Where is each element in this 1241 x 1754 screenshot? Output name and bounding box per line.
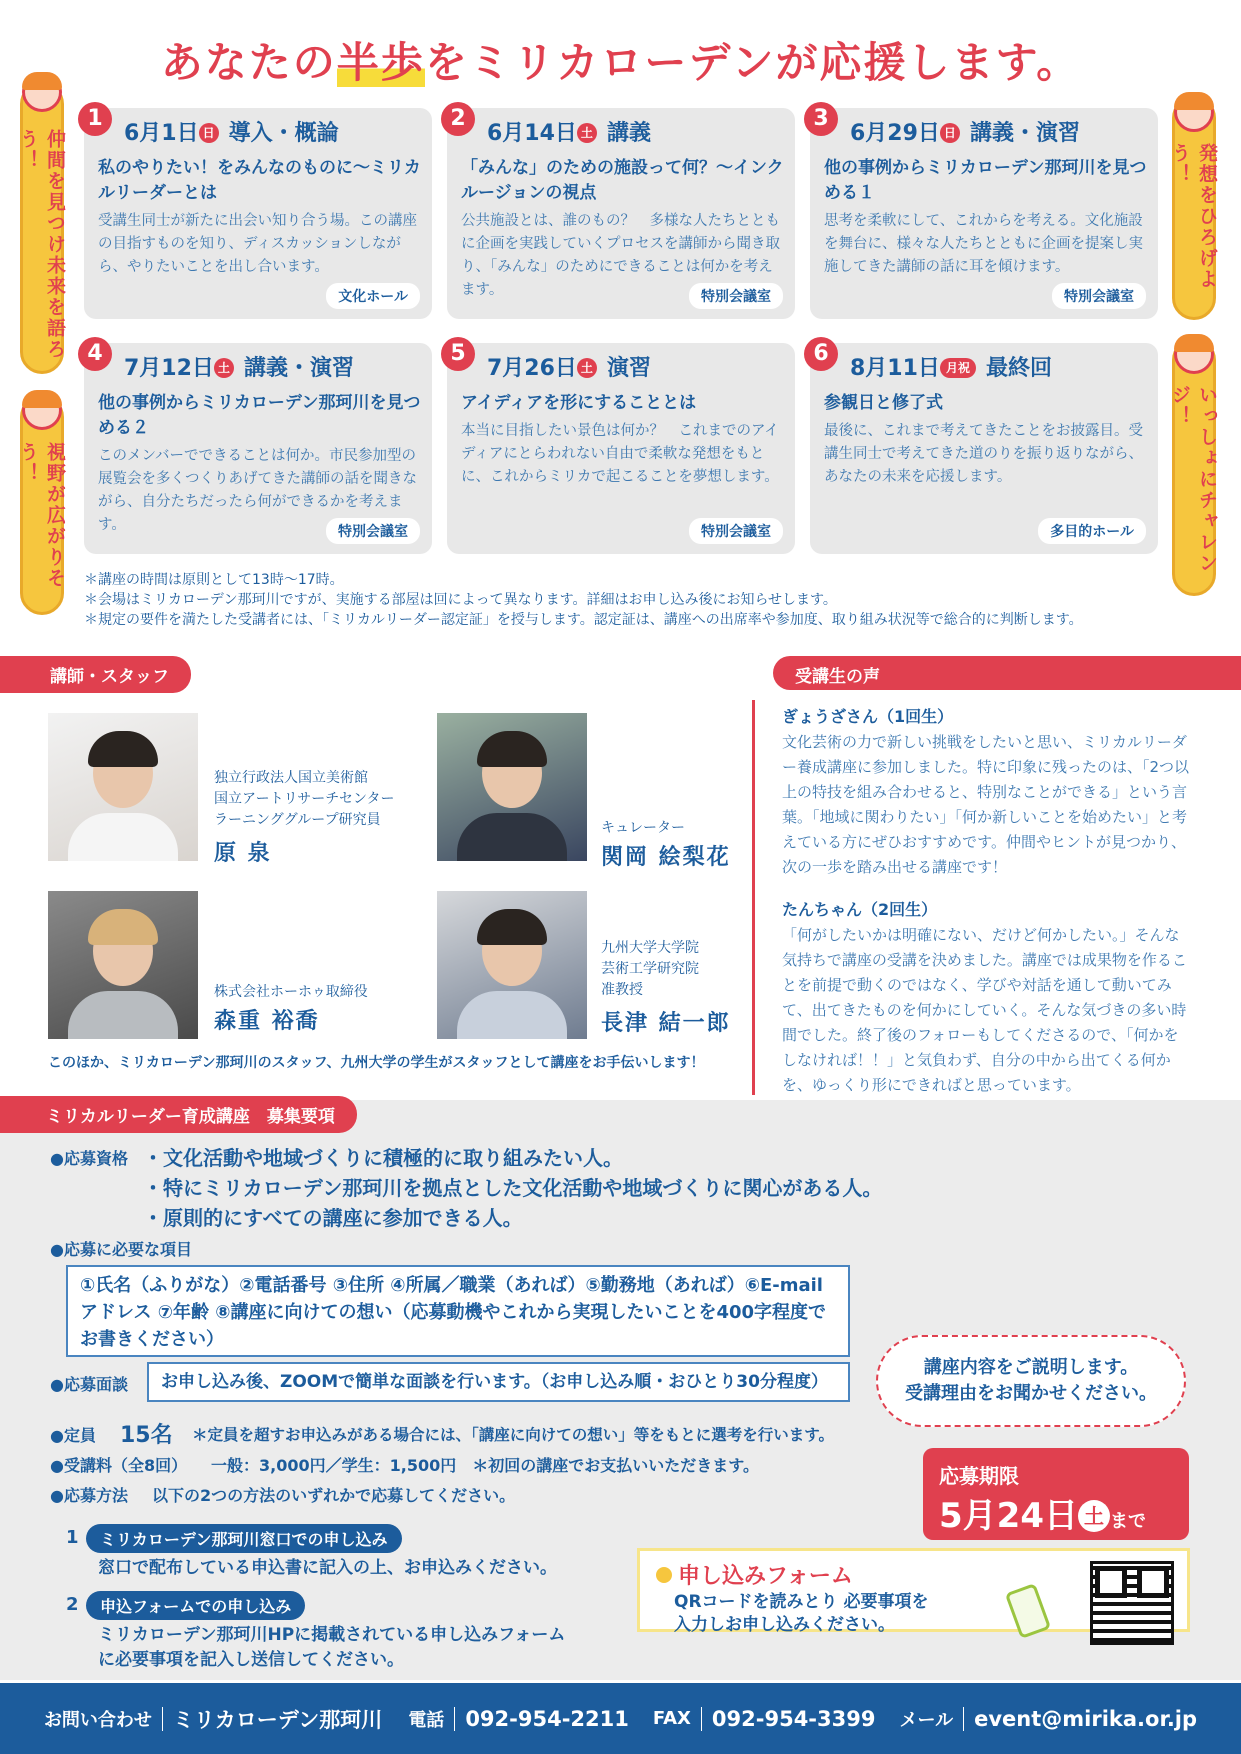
- smartphone-icon: [1005, 1583, 1051, 1639]
- footer-tel-label: 電話: [408, 1709, 445, 1731]
- session-heading: 「みんな」のための施設って何？〜インクルージョンの視点: [461, 158, 784, 203]
- session-desc: 思考を柔軟にして、これからを考える。文化施設を舞台に、様々な人たちとともに企画を提案し実施してきた講師の話に耳を傾けます。: [824, 213, 1143, 275]
- qual-item: ・特にミリカローデン那珂川を拠点とした文化活動や地域づくりに関心がある人。: [143, 1176, 883, 1200]
- method-title: ミリカローデン那珂川窓口での申し込み: [86, 1524, 402, 1553]
- form-box: [637, 1548, 1190, 1635]
- method-number: 1: [66, 1527, 79, 1548]
- footer-tel[interactable]: 092-954-2211: [465, 1706, 629, 1731]
- speech-cloud: 講座内容をご説明します。 受講理由をお聞かせください。: [876, 1335, 1186, 1427]
- staff-photo: [48, 713, 198, 861]
- footer-mail-label: メール: [899, 1709, 954, 1731]
- face-icon: [1174, 334, 1214, 374]
- session-date: 6月1日 日 導入・概論: [124, 121, 339, 146]
- staff-photo: [437, 713, 587, 861]
- method-desc: ミリカローデン那珂川HPに掲載されている申し込みフォームに必要事項を記入し送信してください。: [98, 1625, 566, 1670]
- qual-item: ・文化活動や地域づくりに積極的に取り組みたい人。: [143, 1146, 623, 1170]
- session-date: 8月11日 月祝 最終回: [850, 356, 1052, 381]
- staff-note: このほか、ミリカローデン那珂川のスタッフ、九州大学の学生がスタッフとして講座をお手伝いします！: [48, 1055, 705, 1071]
- session-number: 6: [804, 337, 838, 371]
- session-room: 多目的ホール: [1038, 518, 1146, 544]
- staff-name: 森重 裕喬: [214, 1009, 320, 1034]
- notes: ＊講座の時間は原則として13時〜17時。 ＊会場はミリカローデン那珂川ですが、実施する部屋は回によって異なります。詳細はお申し込み後にお知らせします。 ＊規定の要件を満たした受講者には、「ミリカルリーダー認定証」を授与します。認定証は、講座への出席率や参加度、取り組み状況等で総合的に判断します。: [84, 572, 1083, 628]
- session-number: 2: [441, 102, 475, 136]
- method-desc: 窓口で配布している申込書に記入の上、お申込みください。: [98, 1558, 557, 1578]
- session-card-4: [84, 343, 432, 554]
- session-card-3: [810, 108, 1158, 319]
- bubble-left-2: 視野が広がりそう！: [20, 395, 64, 615]
- voice-name: たんちゃん（2回生）: [782, 900, 938, 919]
- recruit-section-label: ミリカルリーダー育成講座 募集要項: [0, 1096, 357, 1133]
- bubble-right-1: 発想をひろげよう！: [1172, 96, 1216, 320]
- session-desc: 本当に目指したい景色は何か？ これまでのアイディアにとらわれない自由で柔軟な発想をもとに、これからミリカで起こることを夢想します。: [461, 423, 779, 485]
- fee-text: 一般：3,000円／学生：1,500円 ＊初回の講座でお支払いいただきます。: [211, 1456, 759, 1475]
- qual-item: ・原則的にすべての講座に参加できる人。: [143, 1206, 523, 1230]
- capacity-value: 15名: [120, 1423, 173, 1448]
- staff-name: 関岡 絵梨花: [601, 845, 731, 870]
- session-room: 特別会議室: [689, 283, 783, 309]
- session-number: 1: [78, 102, 112, 136]
- method-label: ●応募方法: [50, 1486, 128, 1505]
- qual-label: ●応募資格: [50, 1149, 128, 1168]
- staff-photo: [48, 891, 198, 1039]
- staff-role: キュレーター: [601, 820, 685, 836]
- footer-fax-label: FAX: [652, 1708, 691, 1729]
- fee-label: ●受講料（全8回）: [50, 1456, 188, 1475]
- session-room: 特別会議室: [689, 518, 783, 544]
- staff-section-label: 講師・スタッフ: [0, 656, 191, 693]
- interview-label: ●応募面談: [50, 1375, 128, 1394]
- form-title: 申し込みフォーム: [656, 1559, 853, 1590]
- capacity-note: ＊定員を超すお申込みがある場合には、「講座に向けての想い」等をもとに選考を行います。: [192, 1426, 835, 1444]
- items-label: ●応募に必要な項目: [50, 1240, 192, 1259]
- session-date: 6月14日 土 講義: [487, 121, 651, 146]
- footer-mail[interactable]: event@mirika.or.jp: [974, 1706, 1198, 1731]
- capacity-label: ●定員: [50, 1426, 96, 1445]
- page-title: あなたの半歩をミリカローデンが応援します。: [160, 38, 1081, 87]
- session-number: 5: [441, 337, 475, 371]
- staff-name: 原 泉: [214, 841, 272, 866]
- face-icon: [22, 72, 62, 112]
- session-card-2: [447, 108, 795, 319]
- session-number: 3: [804, 102, 838, 136]
- staff-role: 独立行政法人国立美術館 国立アートリサーチセンター ラーニンググループ研究員: [214, 770, 395, 828]
- method-text: 以下の2つの方法のいずれかで応募してください。: [152, 1486, 516, 1505]
- session-heading: 他の事例からミリカローデン那珂川を見つめる１: [824, 158, 1147, 203]
- session-card-5: [447, 343, 795, 554]
- voice-text: 文化芸術の力で新しい挑戦をしたいと思い、ミリカルリーダー養成講座に参加しました。特に印象に残ったのは、「2つ以上の特技を組み合わせると、特別なことができる」という言葉。「地域に関わりたい」「何か新しいことを始めたい」と考えている方にぜひおすすめです。仲間やヒントが見つかり、次の一歩を踏み出せる講座です！: [782, 733, 1190, 876]
- deadline-box: [923, 1448, 1189, 1540]
- session-desc: 最後に、これまで考えてきたことをお披露目。受講生同士で考えてきた道のりを振り返りながら、あなたの未来を応援します。: [824, 423, 1143, 485]
- bubble-right-2: いっしょにチャレンジ！: [1172, 338, 1216, 596]
- session-desc: このメンバーでできることは何か。市民参加型の展覧会を多くつくりあげてきた講師の話を聞きながら、自分たちだったら何ができるかを考えます。: [98, 448, 417, 533]
- session-room: 特別会議室: [326, 518, 420, 544]
- staff-role: 九州大学大学院 芸術工学研究院 准教授: [601, 940, 699, 998]
- voice-item: [782, 704, 1192, 880]
- session-desc: 受講生同士が新たに出会い知り合う場。この講座の目指すものを知り、ディスカッションしながら、やりたいことを出し合います。: [98, 213, 417, 275]
- method-title: 申込フォームでの申し込み: [86, 1591, 305, 1620]
- voice-item: [782, 897, 1192, 1098]
- staff-role: 株式会社ホーホゥ取締役: [214, 984, 368, 1000]
- qr-code-icon[interactable]: [1090, 1561, 1174, 1645]
- interview-box: お申し込み後、ZOOMで簡単な面談を行います。（お申し込み順・おひとり30分程度）: [147, 1362, 850, 1402]
- session-number: 4: [78, 337, 112, 371]
- footer-fax: 092-954-3399: [711, 1706, 876, 1731]
- footer: [0, 1683, 1241, 1754]
- deadline-date: 5月24日 土 まで: [939, 1496, 1146, 1536]
- method-number: 2: [66, 1594, 79, 1615]
- footer-org: ミリカローデン那珂川: [172, 1707, 383, 1732]
- voice-name: ぎょうざさん（1回生）: [782, 707, 954, 726]
- session-heading: 私のやりたい！をみんなのものに〜ミリカルリーダーとは: [98, 158, 421, 203]
- voice-section-label: 受講生の声: [795, 667, 880, 687]
- items-box: ①氏名（ふりがな）②電話番号 ③住所 ④所属／職業（あれば）⑤勤務地（あれば）⑥E-mailアドレス ⑦年齢 ⑧講座に向けての想い（応募動機やこれから実現したいことを400字程度でお書きください）: [66, 1265, 850, 1357]
- face-icon: [1174, 92, 1214, 132]
- session-heading: 参観日と修了式: [824, 393, 943, 413]
- session-room: 文化ホール: [326, 283, 420, 309]
- session-date: 7月12日 土 講義・演習: [124, 356, 354, 381]
- session-heading: アイディアを形にすることとは: [461, 393, 697, 413]
- section-divider: [752, 700, 755, 1095]
- session-card-1: [84, 108, 432, 319]
- form-desc: QRコードを読みとり 必要事項を 入力しお申し込みください。: [674, 1592, 929, 1635]
- session-desc: 公共施設とは、誰のもの？ 多様な人たちとともに企画を実践していくプロセスを講師から聞き取り、「みんな」のためにできることは何かを考えます。: [461, 213, 780, 298]
- staff-photo: [437, 891, 587, 1039]
- footer-label: お問い合わせ: [43, 1709, 152, 1731]
- session-card-6: [810, 343, 1158, 554]
- bubble-left-1: 仲間を見つけ未来を語ろう！: [20, 82, 64, 374]
- session-date: 7月26日 土 演習: [487, 356, 651, 381]
- session-heading: 他の事例からミリカローデン那珂川を見つめる２: [98, 393, 421, 438]
- session-date: 6月29日 日 講義・演習: [850, 121, 1080, 146]
- deadline-label: 応募期限: [939, 1464, 1019, 1488]
- staff-name: 長津 結一郎: [601, 1011, 731, 1036]
- face-icon: [22, 390, 62, 430]
- session-room: 特別会議室: [1052, 283, 1146, 309]
- voice-text: 「何がしたいかは明確にない、だけど何かしたい。」そんな気持ちで講座の受講を決めました。講座では成果物を作ることを前提で動くのではなく、学びや対話を通して動いてみて、出てきたものを何かにしていく。そんな気づきの多い時間でした。終了後のフォローもしてくださるので、「何かをしなければ！！」と気負わず、自分の中から出てくる何かを、ゆっくり形にできればと思っています。: [782, 926, 1187, 1094]
